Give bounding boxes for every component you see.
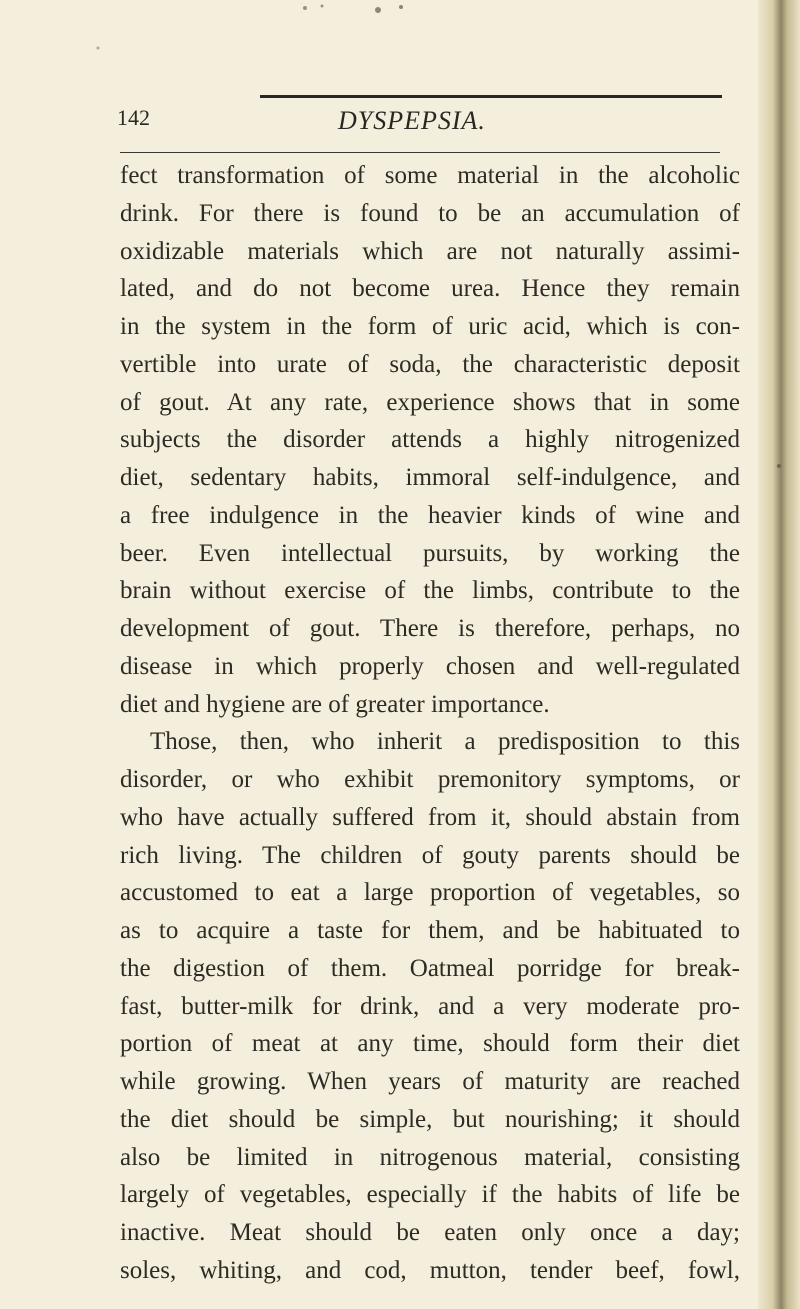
text-line: subjects the disorder attends a highly nitrogenized	[120, 426, 740, 454]
text-line: diet and hygiene are of greater importance.	[120, 690, 550, 718]
text-line: development of gout. There is therefore, perhaps, no	[120, 615, 740, 642]
text-line: also be limited in nitrogenous material, consisting	[120, 1143, 740, 1171]
speck	[375, 7, 381, 13]
text-line: inactive. Meat should be eaten only once a day;	[120, 1219, 740, 1246]
text-line: fect transformation of some material in the alcoholic	[120, 162, 740, 189]
text-line: vertible into urate of soda, the characteristic deposit	[120, 350, 740, 378]
text-line: largely of vegetables, especially if the habits of life be	[120, 1181, 740, 1209]
text-line: soles, whiting, and cod, mutton, tender beef, fowl,	[120, 1256, 740, 1284]
text-line: disease in which properly chosen and well-regulated	[120, 652, 740, 680]
speck	[303, 6, 307, 10]
text-line: of gout. At any rate, experience shows that in some	[120, 388, 740, 416]
text-line: the diet should be simple, but nourishing; it should	[120, 1105, 740, 1133]
text-line: Those, then, who inherit a predisposition to this	[150, 728, 740, 756]
text-line: brain without exercise of the limbs, contribute to the	[120, 577, 740, 605]
body-text	[120, 157, 740, 1290]
speck	[321, 5, 324, 8]
text-line: the digestion of them. Oatmeal porridge for break-	[120, 954, 740, 982]
text-line: beer. Even intellectual pursuits, by working the	[120, 539, 740, 567]
page-edge-shadow	[758, 0, 800, 1309]
text-line: disorder, or who exhibit premonitory symptoms, or	[120, 766, 740, 793]
text-line: rich living. The children of gouty parents should be	[120, 841, 740, 869]
text-line: drink. For there is found to be an accumulation of	[120, 199, 740, 227]
header-top-rule	[260, 95, 722, 98]
text-line: a free indulgence in the heavier kinds of wine and	[120, 501, 740, 529]
text-line: accustomed to eat a large proportion of vegetables, so	[120, 879, 740, 907]
text-line: as to acquire a taste for them, and be habituated to	[120, 917, 740, 944]
text-line: diet, sedentary habits, immoral self-indulgence, and	[120, 464, 740, 491]
text-line: portion of meat at any time, should form their diet	[120, 1030, 740, 1058]
text-line: fast, butter-milk for drink, and a very moderate pro-	[120, 992, 740, 1020]
text-line: lated, and do not become urea. Hence they remain	[120, 275, 740, 303]
header-bottom-rule	[120, 152, 720, 153]
text-line: in the system in the form of uric acid, which is con-	[120, 313, 740, 340]
text-line: while growing. When years of maturity are reached	[120, 1068, 740, 1095]
text-line: who have actually suffered from it, should abstain from	[120, 803, 740, 831]
page-number: 142	[117, 105, 150, 130]
speck	[399, 5, 403, 9]
running-title: DYSPEPSIA.	[338, 106, 486, 135]
text-line: oxidizable materials which are not naturally assimi-	[120, 237, 740, 265]
speck	[97, 47, 100, 50]
